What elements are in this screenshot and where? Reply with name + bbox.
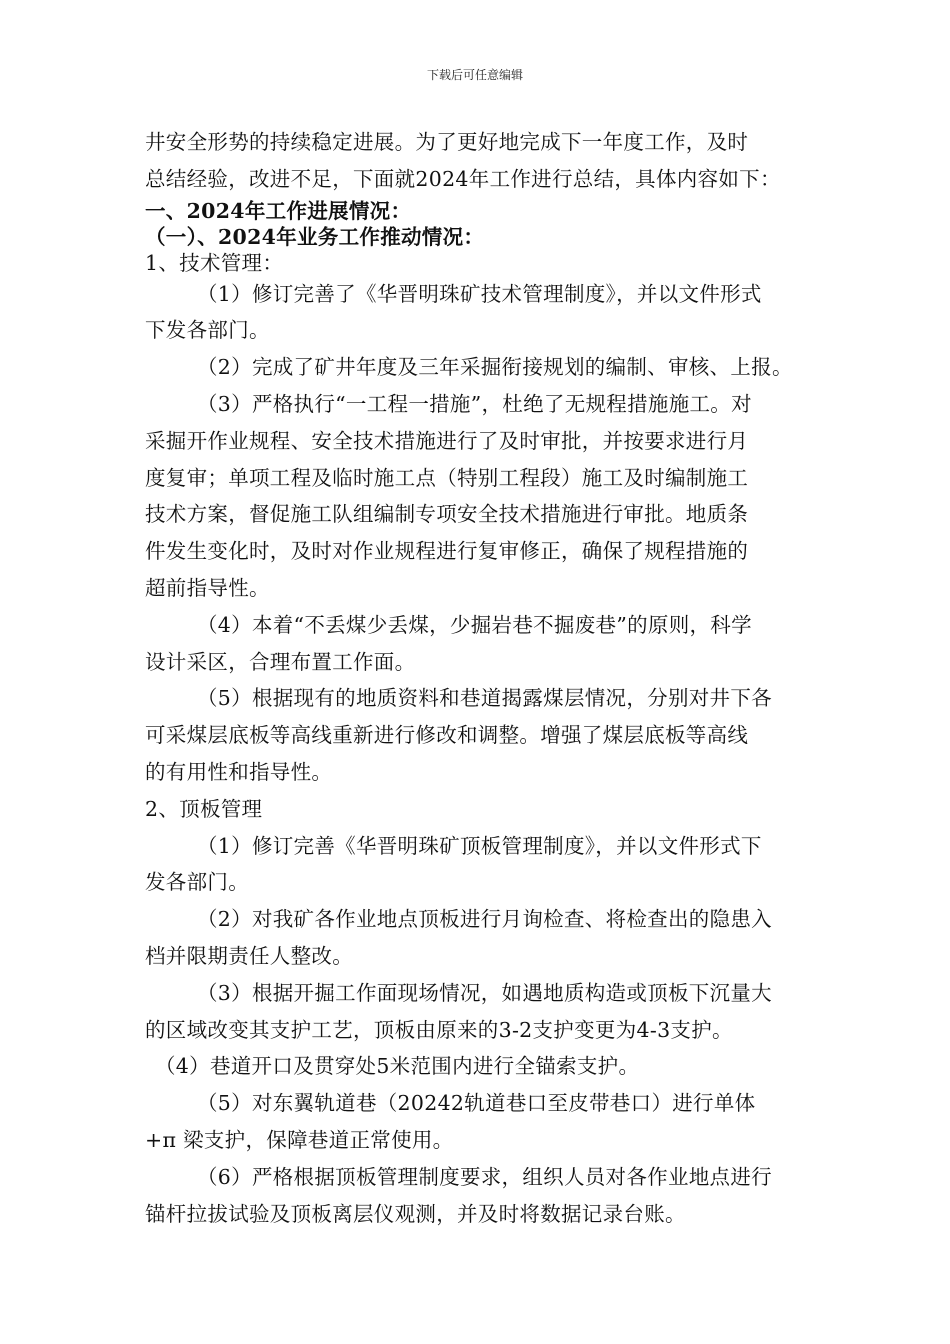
paragraph-line: 锚杆拉拔试验及顶板离层仪观测，并及时将数据记录台账。	[145, 1201, 686, 1226]
paragraph-line: +π 梁支护，保障巷道正常使用。	[145, 1127, 454, 1152]
paragraph-line: （6）严格根据顶板管理制度要求，组织人员对各作业地点进行	[197, 1164, 772, 1189]
section-heading: 一、2024年工作进展情况：	[145, 198, 412, 223]
paragraph-line: 档并限期责任人整改。	[145, 943, 353, 968]
paragraph-line: 采掘开作业规程、安全技术措施进行了及时审批，并按要求进行月	[145, 428, 749, 453]
paragraph-line: （5）对东翼轨道巷（20242轨道巷口至皮带巷口）进行单体	[197, 1091, 756, 1116]
paragraph-line: （2）对我矿各作业地点顶板进行月询检查、将检查出的隐患入	[197, 907, 772, 932]
paragraph-line: 设计采区，合理布置工作面。	[145, 649, 416, 674]
page-header: 下载后可任意编辑	[426, 68, 523, 82]
item-heading: 1、技术管理：	[145, 250, 284, 275]
item-heading: 2、顶板管理	[145, 796, 263, 821]
paragraph-line: 超前指导性。	[145, 575, 270, 600]
paragraph-line: （1）修订完善了《华晋明珠矿技术管理制度》，并以文件形式	[197, 281, 762, 306]
paragraph-line: （4）本着“不丢煤少丢煤，少掘岩巷不掘废巷”的原则，科学	[197, 612, 752, 637]
paragraph-line: 下发各部门。	[145, 318, 270, 343]
paragraph-line: （3）根据开掘工作面现场情况，如遇地质构造或顶板下沉量大	[197, 980, 772, 1005]
paragraph-line: 度复审；单项工程及临时施工点（特别工程段）施工及时编制施工	[145, 465, 749, 490]
paragraph-line: 件发生变化时，及时对作业规程进行复审修正，确保了规程措施的	[145, 539, 749, 564]
paragraph-line: （1）修订完善《华晋明珠矿顶板管理制度》，并以文件形式下	[197, 833, 762, 858]
paragraph-line: 可采煤层底板等高线重新进行修改和调整。增强了煤层底板等高线	[145, 723, 749, 748]
paragraph-line: 的有用性和指导性。	[145, 759, 333, 784]
paragraph-line: 井安全形势的持续稳定进展。为了更好地完成下一年度工作，及时	[145, 130, 749, 154]
paragraph-line: 总结经验，改进不足，下面就2024年工作进行总结，具体内容如下：	[145, 166, 781, 191]
paragraph-line: （3）严格执行“一工程一措施”，杜绝了无规程措施施工。对	[197, 391, 752, 416]
paragraph-line: （2）完成了矿井年度及三年采掘衔接规划的编制、审核、上报。	[197, 355, 793, 380]
paragraph-line: 的区域改变其支护工艺，顶板由原来的3-2支护变更为4-3支护。	[145, 1017, 733, 1042]
subsection-heading: （一）、2024年业务工作推动情况：	[145, 224, 485, 249]
paragraph-line: 发各部门。	[145, 870, 249, 895]
document-body	[145, 124, 815, 1232]
paragraph-line: （4）巷道开口及贯穿处5米范围内进行全锚索支护。	[155, 1054, 640, 1079]
paragraph-line: （5）根据现有的地质资料和巷道揭露煤层情况，分别对井下各	[197, 686, 772, 711]
paragraph-line: 技术方案，督促施工队组编制专项安全技术措施进行审批。地质条	[145, 502, 749, 527]
